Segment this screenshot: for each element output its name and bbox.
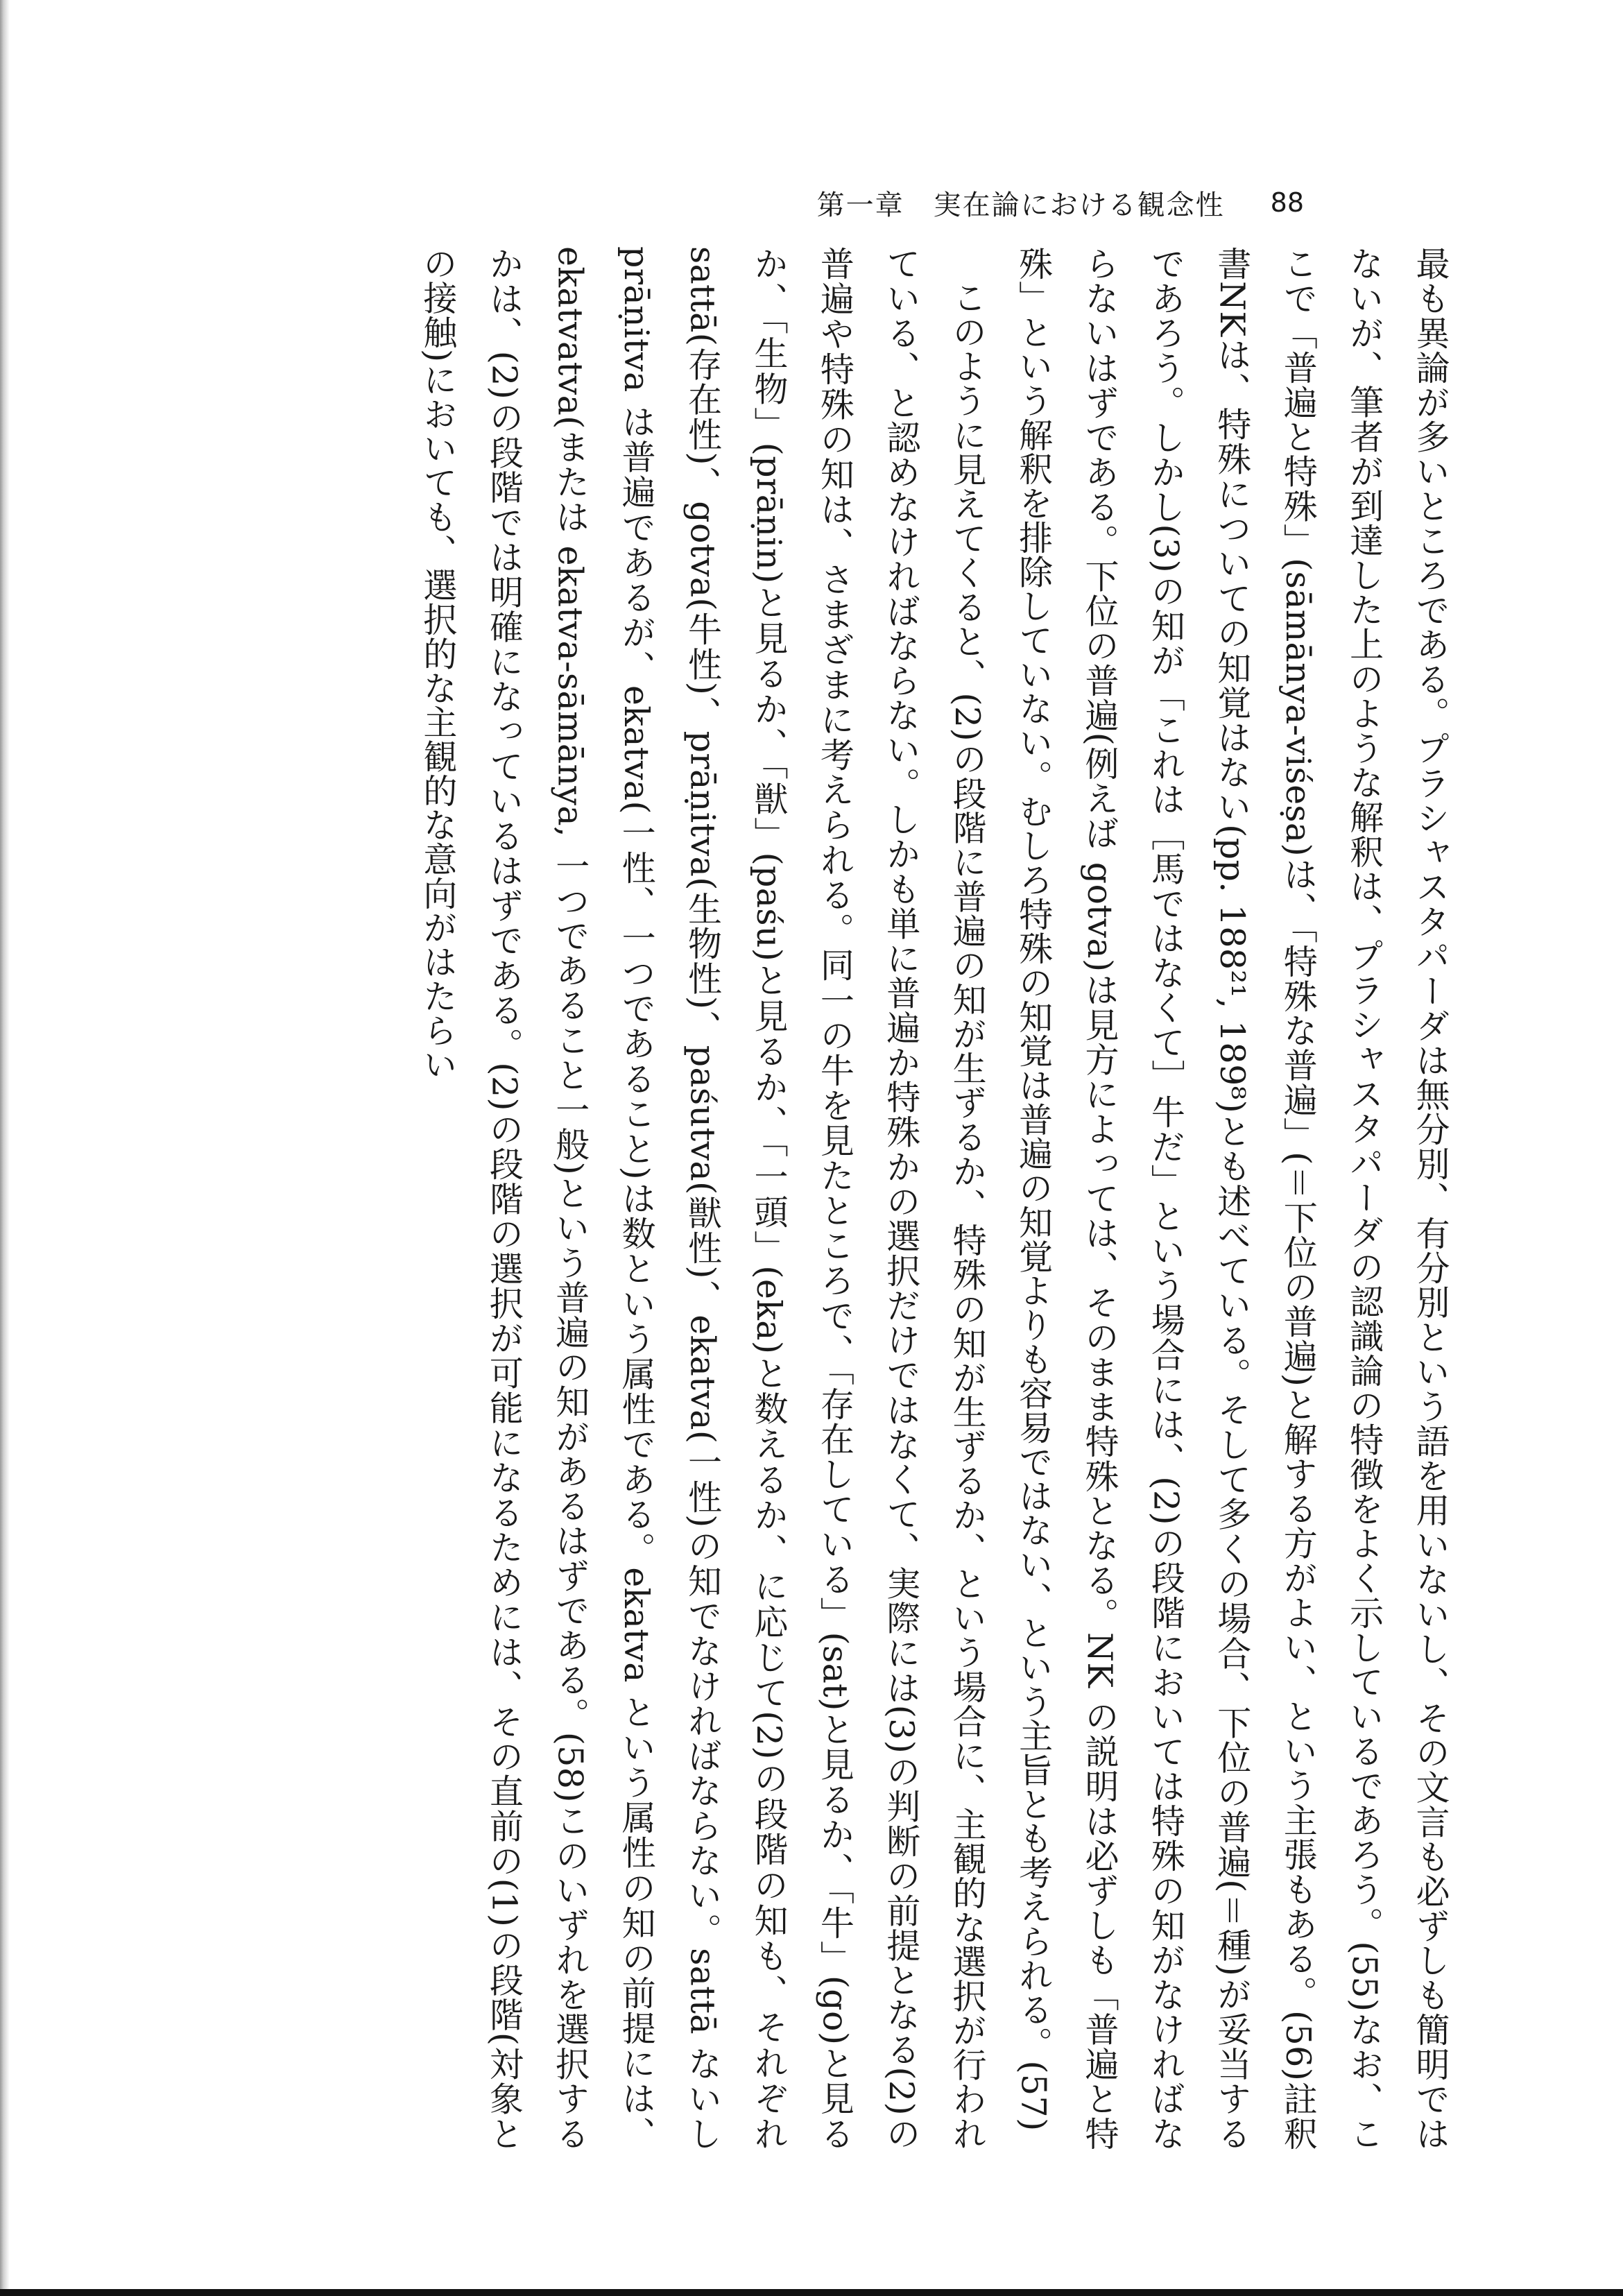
paragraph-2: このように見えてくると、(2)の段階に普遍の知が生ずるか、特殊の知が生ずるか、という場合に、主観的な選択が行われている、と認めなければならない。しかも単に普遍か特殊かの選択だけではなくて、実際には(3)の判断の前提となる(2)の普遍や特殊の知は、さまざまに考えられる。同一の牛を見たところで、「存在している」(sat)と見るか、「牛」(go)と見るか、「生物」(prāṇin)と見るか、「獣」(paśu)と見るか、「一頭」(eka)と数えるか、に応じて(2)の段階の知も、それぞれ sattā(存在性)、gotva(牛性)、prāṇitva(生物性)、paśutva(獣性)、ekatva(一性)の知でなければならない。sattā ないし prāṇitva は普遍であるが、ekatva(一性、一つであること)は数という属性である。ekatva という属性の知の前提には、ekatvatva(または ekatva-sāmānya, 一つであること一般)という普遍の知があるはずである。(58)このいずれを選択するかは、(2)の段階では明確になっているはずである。(2)の段階の選択が可能になるためには、その直前の(1)の段階(対象との接触)においても、選択的な主観的な意向がはたらい — [418, 246, 988, 2150]
page-number: 88 — [1270, 187, 1304, 218]
paragraph-1: 最も異論が多いところである。プラシャスタパーダは無分別、有分別という語を用いないし、その文言も必ずしも簡明ではないが、筆者が到達した上のような解釈は、プラシャスタパーダの認識論の特徴をよく示しているであろう。(55)なお、ここで「普遍と特殊」(sāmānya-viśeṣa)は、「特殊な普遍」(＝下位の普遍)と解する方がよい、という主張もある。(56)註釈書NKは、特殊についての知覚はない(pp. 188²¹, 189⁸)とも述べている。そして多くの場合、下位の普遍(＝種)が妥当するであろう。しかし(3)の知が「これは［馬ではなくて］牛だ」という場合には、(2)の段階においては特殊の知がなければならないはずである。下位の普遍(例えば gotva)は見方によっては、そのまま特殊となる。NK の説明は必ずしも「普遍と特殊」という解釈を排除していない。むしろ特殊の知覚は普遍の知覚よりも容易ではない、という主旨とも考えられる。(57) — [1013, 246, 1450, 2150]
vertical-body-text — [83, 246, 1463, 2150]
page-binding-edge — [0, 0, 10, 2296]
running-header — [805, 182, 1304, 223]
page-bottom-edge — [0, 2289, 1623, 2296]
chapter-title: 第一章 実在論における観念性 — [816, 189, 1225, 221]
